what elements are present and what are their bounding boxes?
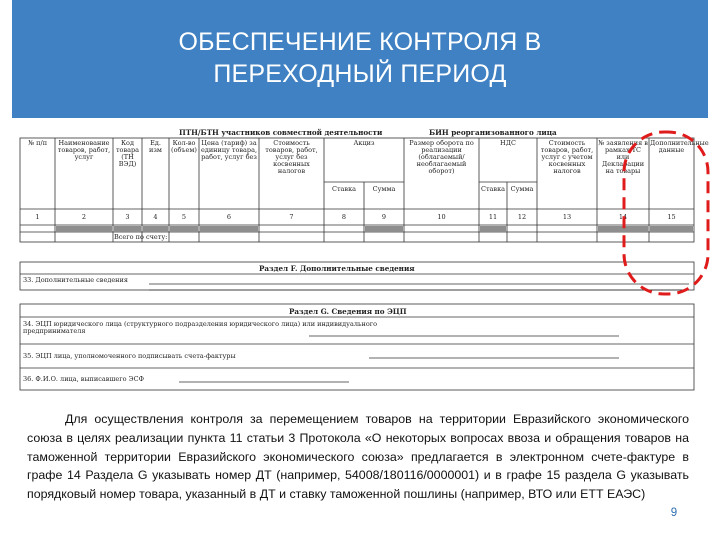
group-header-right: БИН реорганизованного лица xyxy=(429,128,557,137)
section-g-field-issuer-name: 36. Ф.И.О. лица, выписавшего ЭСФ xyxy=(23,375,144,383)
col-header: Цена (тариф) за единицу товара, работ, услуг без xyxy=(200,139,258,161)
sub-col-header: Сумма xyxy=(372,185,396,193)
slide-title: ОБЕСПЕЧЕНИЕ КОНТРОЛЯ В ПЕРЕХОДНЫЙ ПЕРИОД xyxy=(178,28,542,88)
col-number: 8 xyxy=(341,213,347,221)
col-header: № п/п xyxy=(27,139,48,147)
col-number: 1 xyxy=(35,213,40,221)
col-number: 9 xyxy=(381,213,387,221)
col-header: Код товара (ТН ВЭД) xyxy=(115,139,140,168)
col-header: Стоимость товаров, работ, услуг без косвенных налогов xyxy=(265,139,318,175)
invoice-form-scan xyxy=(19,124,709,394)
col-header: Стоимость товаров, работ, услуг с учетом косвенных налогов xyxy=(540,139,594,175)
col-header-declaration: № заявления в рамках ТС или Декларации на товары xyxy=(598,139,648,175)
page-number: 9 xyxy=(670,507,678,519)
col-number: 5 xyxy=(181,213,187,221)
col-header: Размер оборота по реализации (облагаемый/ необлагаемый оборот) xyxy=(409,139,474,175)
col-number: 4 xyxy=(153,213,158,221)
section-f-field: 33. Дополнительные сведения xyxy=(23,276,128,284)
col-number: 6 xyxy=(226,213,232,221)
section-g-field-signature-authorized: 35. ЭЦП лица, уполномоченного подписывать счета-фактуры xyxy=(23,352,236,360)
col-header-excise: Акциз xyxy=(353,139,375,147)
total-row-label: Всего по счету: xyxy=(114,233,168,241)
slide-header xyxy=(12,0,708,118)
section-g-title: Раздел G. Сведения по ЭЦП xyxy=(289,307,407,316)
col-header-vat: НДС xyxy=(500,139,516,147)
section-f-title: Раздел F. Дополнительные сведения xyxy=(259,264,415,273)
col-number: 14 xyxy=(618,213,628,221)
col-number: 7 xyxy=(289,213,294,221)
sub-col-header: Ставка xyxy=(480,185,506,193)
col-header: Наименование товаров, работ, услуг xyxy=(57,139,111,161)
group-header-left: ПТН/БТН участников совместной деятельности xyxy=(179,128,383,137)
highlight-dashed-oval xyxy=(620,128,712,298)
col-header: Ед. изм xyxy=(149,139,162,154)
col-header-additional: Дополнительные данные xyxy=(650,139,709,154)
col-header: Кол-во (объем) xyxy=(171,139,197,154)
body-paragraph: Для осуществления контроля за перемещением товаров на территории Евразийского экономического союза в целях реализации пункта 11 статьи 3 Протокола «О некоторых вопросах ввоза и обращения товаров на таможенной территории Евразийского экономического союза» предлагается в электронном счете-фактуре в графе 14 Раздела G указывать номер ДТ (например, 54008/180116/0000001) и в графе 15 раздела G указывать порядковый номер товара, указанный в ДТ и ставку таможенной пошлины (например, ВТО или ЕТТ ЕАЭС) xyxy=(27,412,689,502)
col-number: 10 xyxy=(437,213,446,221)
sub-col-header: Сумма xyxy=(510,185,534,193)
col-number: 15 xyxy=(667,213,676,221)
col-number: 3 xyxy=(125,213,130,221)
col-number: 2 xyxy=(81,213,87,221)
sub-col-header: Ставка xyxy=(331,185,357,193)
col-number: 12 xyxy=(517,213,527,221)
col-number: 13 xyxy=(562,213,572,221)
col-number: 11 xyxy=(488,213,498,221)
section-g-field-signature-org: 34. ЭЦП юридического лица (структурного подразделения юридического лица) или индивидуального предпринимателя xyxy=(23,320,378,335)
